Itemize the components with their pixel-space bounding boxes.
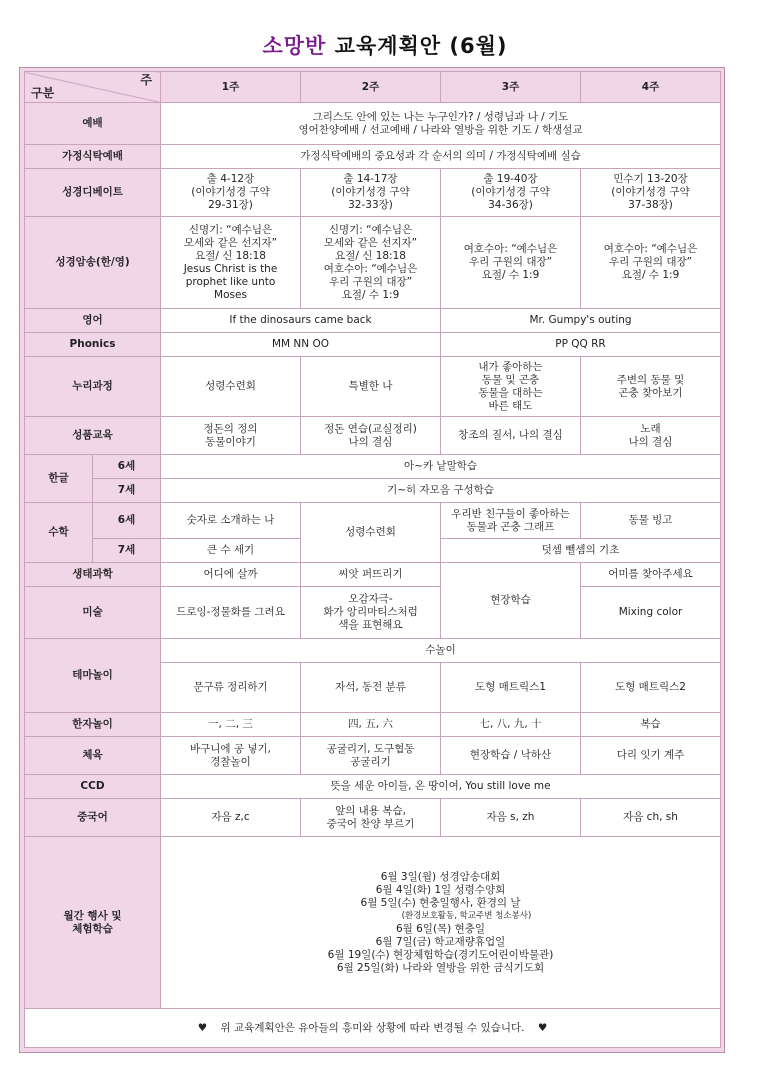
- debate-w2: 출 14-17장 (이야기성경 구약 32-33장): [301, 169, 441, 217]
- row-theme-top: [25, 639, 721, 663]
- week-1-header: 1주: [161, 72, 301, 103]
- age-label: 7세: [93, 539, 161, 563]
- row-nuri: [25, 357, 721, 417]
- row-hangul-6: [25, 455, 721, 479]
- row-phonics: [25, 333, 721, 357]
- chinese-w4: 자음 ch, sh: [581, 799, 721, 837]
- science-w1: 어디에 살까: [161, 563, 301, 587]
- row-label: 영어: [25, 309, 161, 333]
- row-ccd: [25, 775, 721, 799]
- row-hangul-7: [25, 479, 721, 503]
- row-debate: [25, 169, 721, 217]
- row-label: 미술: [25, 587, 161, 639]
- theme-w1: 문구류 정리하기: [161, 663, 301, 713]
- nuri-w4: 주변의 동물 및 곤충 찾아보기: [581, 357, 721, 417]
- pe-w3: 현장학습 / 낙하산: [441, 737, 581, 775]
- row-math-6: [25, 503, 721, 539]
- nuri-w2: 특별한 나: [301, 357, 441, 417]
- age-label: 6세: [93, 455, 161, 479]
- heart-icon: ♥: [537, 1021, 548, 1034]
- row-label: 체육: [25, 737, 161, 775]
- week-4-header: 4주: [581, 72, 721, 103]
- events-cell: [161, 837, 721, 1009]
- math-w1-7: 큰 수 세기: [161, 539, 301, 563]
- pe-w4: 다리 잇기 계주: [581, 737, 721, 775]
- science-w4: 어미를 찾아주세요: [581, 563, 721, 587]
- event-item: 6월 25일(화) 나라와 열방을 위한 금식기도회: [336, 961, 545, 974]
- phonics-w34: PP QQ RR: [441, 333, 721, 357]
- art-w1: 드로잉-정물화를 그려요: [161, 587, 301, 639]
- row-label: 가정식탁예배: [25, 145, 161, 169]
- theme-w3: 도형 매트릭스1: [441, 663, 581, 713]
- hangul-7-cell: 기~히 자모음 구성학습: [161, 479, 721, 503]
- footer-text: 위 교육계획안은 유아들의 흥미와 상황에 따라 변경될 수 있습니다.: [220, 1021, 525, 1034]
- row-label: 성경디베이트: [25, 169, 161, 217]
- row-label: Phonics: [25, 333, 161, 357]
- pe-w1: 바구니에 공 넣기, 경찰놀이: [161, 737, 301, 775]
- chinese-w1: 자음 z,c: [161, 799, 301, 837]
- footer-row: [25, 1009, 721, 1048]
- row-label: CCD: [25, 775, 161, 799]
- hanja-w1: 一, 二, 三: [161, 713, 301, 737]
- row-science: [25, 563, 721, 587]
- week-2-header: 2주: [301, 72, 441, 103]
- row-memory: [25, 217, 721, 309]
- event-item: 6월 5일(수) 현충일행사, 환경의 날: [360, 896, 521, 909]
- math-w34-7: 덧셈 뺄셈의 기초: [441, 539, 721, 563]
- math-w3-6: 우리반 친구들이 좋아하는 동물과 곤충 그래프: [441, 503, 581, 539]
- chinese-w3: 자음 s, zh: [441, 799, 581, 837]
- character-w3: 창조의 질서, 나의 결심: [441, 417, 581, 455]
- footer-note: [25, 1009, 721, 1048]
- character-w4: 노래 나의 결심: [581, 417, 721, 455]
- worship-line-1: 그리스도 안에 있는 나는 누구인가? / 성령님과 나 / 기도: [312, 110, 569, 123]
- hanja-w4: 복습: [581, 713, 721, 737]
- hanja-w2: 四, 五, 六: [301, 713, 441, 737]
- art-w2: 오감자극- 화가 앙리마티스처럼 색을 표현해요: [301, 587, 441, 639]
- row-label: 성품교육: [25, 417, 161, 455]
- nuri-w3: 내가 좋아하는 동물 및 곤충 동물을 대하는 바른 태도: [441, 357, 581, 417]
- memory-w1: 신명기: “예수님은 모세와 같은 선지자” 요절/ 신 18:18 Jesus Christ is the prophet like unto Moses: [161, 217, 301, 309]
- title-rest: 교육계획안 (6월): [334, 34, 508, 58]
- phonics-w12: MM NN OO: [161, 333, 441, 357]
- hanja-w3: 七, 八, 九, 十: [441, 713, 581, 737]
- week-3-header: 3주: [441, 72, 581, 103]
- event-item: 6월 4일(화) 1일 성령수양회: [375, 883, 506, 896]
- art-w4: Mixing color: [581, 587, 721, 639]
- row-art: [25, 587, 721, 639]
- theme-top: 수놀이: [161, 639, 721, 663]
- row-events: [25, 837, 721, 1009]
- row-label: 수학: [25, 503, 93, 563]
- row-pe: [25, 737, 721, 775]
- memory-w4: 여호수아: “예수님은 우리 구원의 대장” 요절/ 수 1:9: [581, 217, 721, 309]
- hangul-6-cell: 아~카 낱말학습: [161, 455, 721, 479]
- english-w34: Mr. Gumpy's outing: [441, 309, 721, 333]
- row-label: 테마놀이: [25, 639, 161, 713]
- worship-line-2: 영어찬양예배 / 선교예배 / 나라와 열방을 위한 기도 / 학생설교: [298, 123, 583, 136]
- theme-w2: 자석, 동전 분류: [301, 663, 441, 713]
- row-label: 누리과정: [25, 357, 161, 417]
- row-label: 생태과학: [25, 563, 161, 587]
- math-w2: 성령수련회: [301, 503, 441, 563]
- row-label: 월간 행사 및 체험학습: [25, 837, 161, 1009]
- row-character: [25, 417, 721, 455]
- english-w12: If the dinosaurs came back: [161, 309, 441, 333]
- math-w1-6: 숫자로 소개하는 나: [161, 503, 301, 539]
- row-worship: [25, 103, 721, 145]
- heart-icon: ♥: [197, 1021, 208, 1034]
- event-note: (환경보호활동, 학교주변 청소봉사): [401, 910, 532, 921]
- row-hanja: [25, 713, 721, 737]
- nuri-w1: 성령수련회: [161, 357, 301, 417]
- science-w2: 씨앗 퍼뜨리기: [301, 563, 441, 587]
- memory-w2: 신명기: “예수님은 모세와 같은 선지자” 요절/ 신 18:18 여호수아: “예수님은 우리 구원의 대장” 요절/ 수 1:9: [301, 217, 441, 309]
- class-name: 소망반: [262, 34, 327, 58]
- corner-cell: [25, 72, 161, 103]
- character-w1: 정돈의 정의 동물이야기: [161, 417, 301, 455]
- memory-w3: 여호수아: “예수님은 우리 구원의 대장” 요절/ 수 1:9: [441, 217, 581, 309]
- debate-w3: 출 19-40장 (이야기성경 구약 34-36장): [441, 169, 581, 217]
- character-w2: 정돈 연습(교실정리) 나의 결심: [301, 417, 441, 455]
- science-art-w3: 현장학습: [441, 563, 581, 639]
- page-title: [0, 30, 770, 60]
- row-label: 한자놀이: [25, 713, 161, 737]
- event-item: 6월 6일(목) 현충일: [395, 922, 486, 935]
- ccd-cell: 뜻을 세운 아이들, 온 땅이여, You still love me: [161, 775, 721, 799]
- math-w4-6: 동물 빙고: [581, 503, 721, 539]
- age-label: 6세: [93, 503, 161, 539]
- family-cell: 가정식탁예배의 중요성과 각 순서의 의미 / 가정식탁예배 실습: [161, 145, 721, 169]
- event-item: 6월 7일(금) 학교재량휴업일: [375, 935, 506, 948]
- debate-w1: 출 4-12장 (이야기성경 구약 29-31장): [161, 169, 301, 217]
- worship-cell: [161, 103, 721, 145]
- theme-w4: 도형 매트릭스2: [581, 663, 721, 713]
- row-chinese: [25, 799, 721, 837]
- row-label: 성경암송(한/영): [25, 217, 161, 309]
- row-label: 한글: [25, 455, 93, 503]
- corner-week-label: 주: [140, 73, 152, 87]
- row-label: 예배: [25, 103, 161, 145]
- header-row: [25, 72, 721, 103]
- row-english: [25, 309, 721, 333]
- age-label: 7세: [93, 479, 161, 503]
- event-item: 6월 3일(월) 성경암송대회: [380, 870, 501, 883]
- chinese-w2: 앞의 내용 복습, 중국어 찬양 부르기: [301, 799, 441, 837]
- row-family: [25, 145, 721, 169]
- debate-w4: 민수기 13-20장 (이야기성경 구약 37-38장): [581, 169, 721, 217]
- corner-category-label: 구분: [31, 86, 55, 100]
- plan-table: [24, 71, 721, 1048]
- event-item: 6월 19일(수) 현장체험학습(경기도어린이박물관): [327, 948, 554, 961]
- pe-w2: 공굴리기, 도구협동 공굴리기: [301, 737, 441, 775]
- row-label: 중국어: [25, 799, 161, 837]
